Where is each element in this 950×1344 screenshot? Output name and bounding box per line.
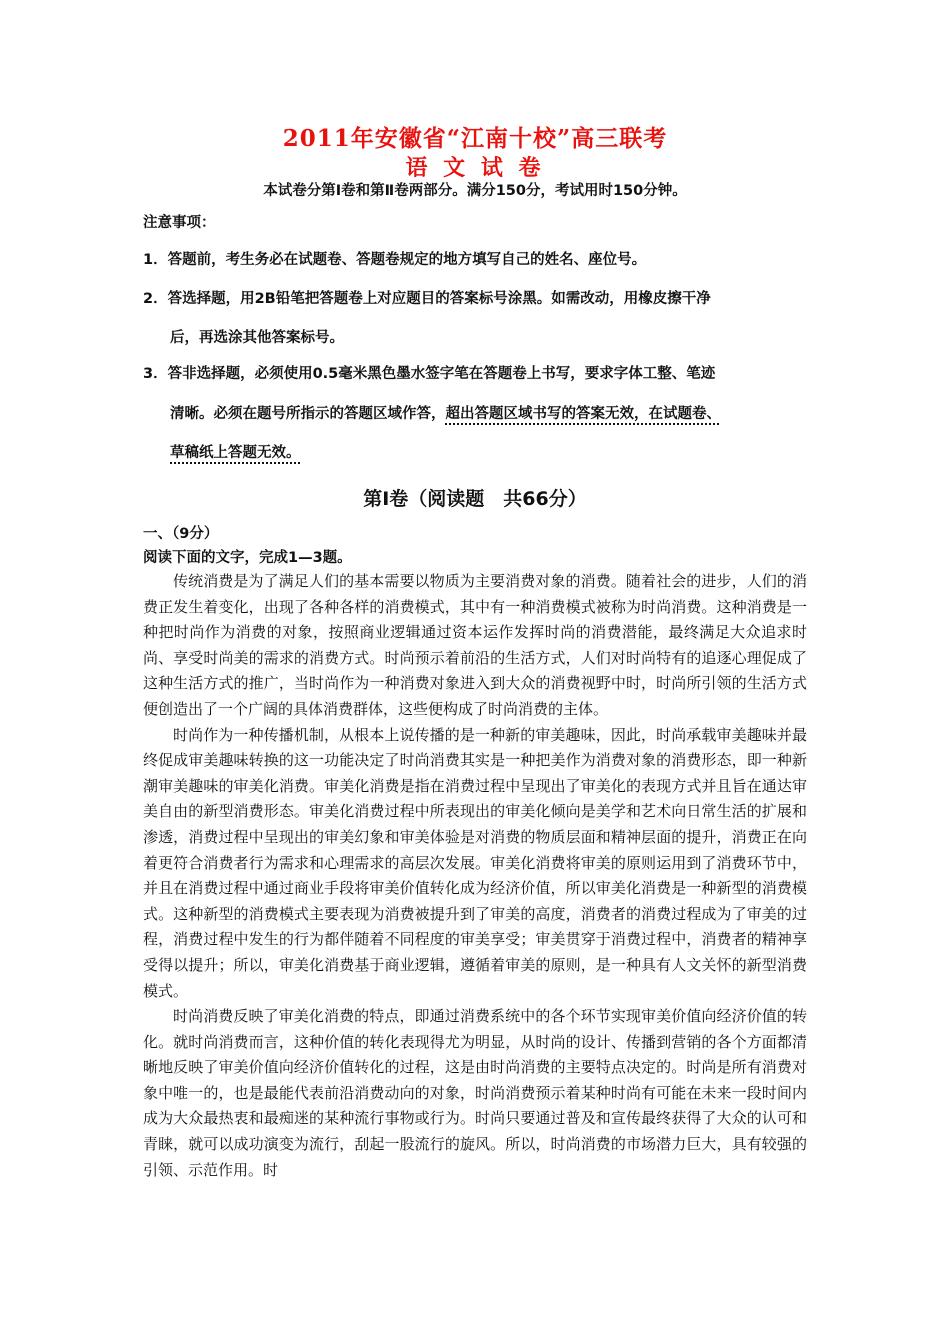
notice-item-3-emphasis-2: 草稿纸上答题无效。 [170, 445, 301, 461]
reading-passage [143, 569, 807, 1183]
notice-item-1: 1．答题前，考生务必在试题卷、答题卷规定的地方填写自己的姓名、座位号。 [143, 252, 647, 268]
section-title: 第Ⅰ卷（阅读题 共66分） [363, 488, 587, 510]
exam-subject: 语 文 试 卷 [405, 155, 545, 181]
passage-paragraph-2: 时尚作为一种传播机制，从根本上说传播的是一种新的审美趣味，因此，时尚承载审美趣味并最终促成审美趣味转换的这一功能决定了时尚消费其实是一种把美作为消费对象的消费形态，即一种新潮审美趣味的审美化消费。审美化消费是指在消费过程中呈现出了审美化的表现方式并且旨在通达审美自由的新型消费形态。审美化消费过程中所表现出的审美化倾向是美学和艺术向日常生活的扩展和渗透，消费过程中呈现出的审美幻象和审美体验是对消费的物质层面和精神层面的提升，消费正在向着更符合消费者行为需求和心理需求的高层次发展。审美化消费将审美的原则运用到了消费环节中，并且在消费过程中通过商业手段将审美价值转化成为经济价值，所以审美化消费是一种新型的消费模式。这种新型的消费模式主要表现为消费被提升到了审美的高度，消费者的消费过程成为了审美的过程，消费过程中发生的行为都伴随着不同程度的审美享受；审美贯穿于消费过程中，消费者的精神享受得以提升；所以，审美化消费基于商业逻辑，遵循着审美的原则，是一种具有人文关怀的新型消费模式。 [143, 725, 807, 1000]
exam-subtitle: 本试卷分第Ⅰ卷和第Ⅱ卷两部分。满分150分，考试用时150分钟。 [263, 183, 687, 199]
notice-item-3-line-1: 3．答非选择题，必须使用0.5毫米黑色墨水签字笔在答题卷上书写，要求字体工整、笔迹 [143, 366, 716, 382]
passage-paragraph-1: 传统消费是为了满足人们的基本需要以物质为主要消费对象的消费。随着社会的进步，人们的消费正发生着变化，出现了各种各样的消费模式，其中有一种消费模式被称为时尚消费。这种消费是一种把时尚作为消费的对象，按照商业逻辑通过资本运作发挥时尚的消费潜能，最终满足大众追求时尚、享受时尚美的需求的消费方式。时尚预示着前沿的生活方式，人们对时尚特有的追逐心理促成了这种生活方式的推广，当时尚作为一种消费对象进入到大众的消费视野中时，时尚所引领的生活方式便创造出了一个广阔的具体消费群体，这些便构成了时尚消费的主体。 [143, 572, 807, 718]
notice-item-3-plain: 清晰。必须在题号所指示的答题区域作答， [170, 406, 446, 422]
part-heading: 一、（9分） [143, 526, 219, 542]
notice-item-2-line-1: 2．答选择题，用2B铅笔把答题卷上对应题目的答案标号涂黑。如需改动，用橡皮擦干净 [143, 291, 711, 307]
notice-item-3-line-2 [170, 402, 721, 423]
exam-title: 2011年安徽省“江南十校”高三联考 [282, 125, 668, 152]
reading-instruction: 阅读下面的文字，完成1—3题。 [143, 550, 352, 566]
notice-item-3-emphasis: 超出答题区域书写的答案无效，在试题卷、 [445, 406, 721, 422]
notice-item-3-line-3 [170, 441, 301, 462]
passage-paragraph-3: 时尚消费反映了审美化消费的特点，即通过消费系统中的各个环节实现审美价值向经济价值的转化。就时尚消费而言，这种价值的转化表现得尤为明显，从时尚的设计、传播到营销的各个方面都清晰地反映了审美价值向经济价值转化的过程，这是由时尚消费的主要特点决定的。时尚是所有消费对象中唯一的，也是最能代表前沿消费动向的对象，时尚消费预示着某种时尚有可能在未来一段时间内成为大众最热衷和最痴迷的某种流行事物或行为。时尚只要通过普及和宣传最终获得了大众的认可和青睐，就可以成功演变为流行，刮起一股流行的旋风。所以，时尚消费的市场潜力巨大，具有较强的引领、示范作用。时 [143, 1007, 807, 1179]
notice-item-2-line-2: 后，再选涂其他答案标号。 [170, 330, 344, 346]
notice-heading: 注意事项： [143, 215, 216, 231]
